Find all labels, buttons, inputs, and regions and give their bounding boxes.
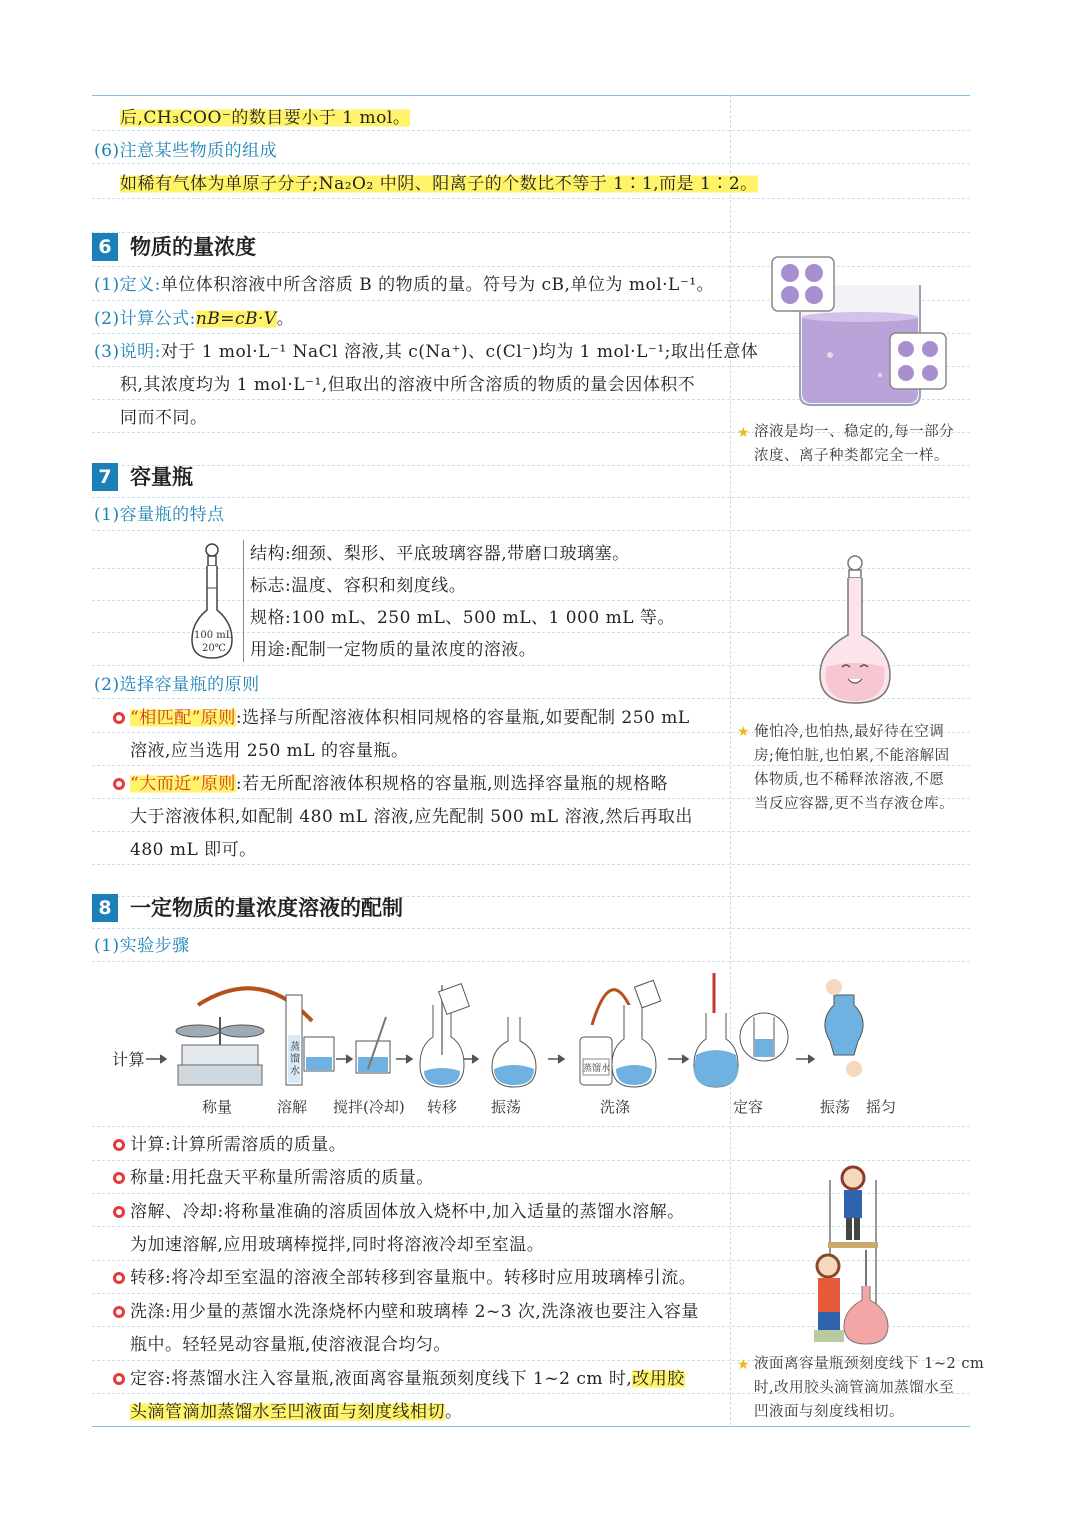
side-note-line: 房;俺怕脏,也怕累,不能溶解固 [754, 748, 950, 764]
step-label-weigh: 称量 [202, 1098, 233, 1116]
item-6-heading: (6)注意某些物质的组成 [94, 141, 278, 161]
bullet-icon [113, 1206, 125, 1218]
water-label-char: 水 [290, 1066, 300, 1077]
ruled-line [92, 163, 970, 164]
section-number-badge: 8 [92, 894, 118, 922]
side-note-line: 溶液是均一、稳定的,每一部分 [754, 424, 955, 440]
step-label-volume: 定容 [733, 1098, 764, 1116]
side-note-line: 凹液面与刻度线相切。 [754, 1404, 904, 1420]
bottom-rule [92, 1426, 970, 1427]
procedure-diagram [90, 965, 910, 1095]
principle-2-line-3: 480 mL 即可。 [130, 840, 257, 860]
feature-usage: 用途:配制一定物质的量浓度的溶液。 [250, 640, 537, 660]
ruled-line [92, 864, 970, 865]
step-dissolve-line-2: 为加速溶解,应用玻璃棒搅拌,同时将溶液冷却至室温。 [130, 1235, 545, 1255]
flask-temperature-label: 20℃ [202, 643, 226, 654]
bracket-line [243, 540, 244, 662]
water-label-char: 馏 [290, 1054, 300, 1065]
bullet-icon [113, 778, 125, 790]
section-number-badge: 7 [92, 463, 118, 491]
step-label-swirl: 振荡 [491, 1098, 522, 1116]
step-wash-line-2: 瓶中。轻轻晃动容量瓶,使溶液混合均匀。 [130, 1335, 451, 1355]
ruled-line [92, 928, 970, 929]
side-note-line: 浓度、离子种类都完全一样。 [754, 448, 949, 464]
section-title: 一定物质的量浓度溶液的配制 [130, 896, 403, 920]
bullet-icon [113, 712, 125, 724]
step-label-shake: 振荡 [820, 1098, 851, 1116]
flask-capacity-label: 100 mL [194, 630, 233, 641]
ruled-line [92, 831, 970, 832]
note-line-2: 积,其浓度均为 1 mol·L⁻¹,但取出的溶液中所含溶质的物质的量会因体积不 [120, 375, 696, 395]
item-label: (1)定义: [94, 275, 161, 295]
section-title: 容量瓶 [130, 465, 193, 489]
ruled-line [92, 530, 970, 531]
item-text: :若无所配溶液体积规格的容量瓶,则选择容量瓶的规格略 [235, 774, 669, 794]
feature-marks: 标志:温度、容积和刻度线。 [250, 576, 467, 596]
step-volume-line-2 [130, 1401, 463, 1423]
cartoon-flask-illustration [810, 555, 900, 710]
ruled-line [92, 130, 970, 131]
principle-2-line-1 [130, 773, 668, 795]
highlighted-text: 头滴管滴加蒸馏水至凹液面与刻度线相切 [130, 1402, 445, 1422]
item-text: 对于 1 mol·L⁻¹ NaCl 溶液,其 c(Na⁺)、c(Cl⁻)均为 1 mol·L⁻¹;取出任意体 [160, 342, 759, 362]
ruled-line [92, 497, 970, 498]
step-wash-line-1: 洗涤:用少量的蒸馏水洗涤烧杯内壁和玻璃棒 2~3 次,洗涤液也要注入容量 [130, 1302, 699, 1322]
principle-label: “相匹配”原则 [130, 708, 236, 728]
item-6-text [120, 173, 758, 195]
feature-specs: 规格:100 mL、250 mL、500 mL、1 000 mL 等。 [250, 608, 675, 628]
step-label-mix: 摇匀 [866, 1098, 897, 1116]
side-note-line: 体物质,也不稀释浓溶液,不愿 [754, 772, 945, 788]
prev-section-line [120, 107, 410, 129]
note-line-1 [94, 341, 758, 363]
step-transfer: 转移:将冷却至室温的溶液全部转移到容量瓶中。转移时应用玻璃棒引流。 [130, 1268, 697, 1288]
item-label: (2)计算公式: [94, 309, 196, 329]
section-number-badge: 6 [92, 233, 118, 261]
beaker-illustration [770, 255, 950, 415]
star-icon: ★ [737, 724, 750, 740]
bullet-icon [113, 1306, 125, 1318]
bullet-icon [113, 1272, 125, 1284]
note-line-3: 同而不同。 [120, 408, 208, 428]
margin-divider [730, 95, 731, 1425]
step-weigh: 称量:用托盘天平称量所需溶质的质量。 [130, 1168, 434, 1188]
highlighted-text: 改用胶 [632, 1369, 685, 1389]
top-rule [92, 95, 970, 96]
kids-flask-illustration [808, 1160, 898, 1350]
punctuation: 。 [276, 309, 295, 329]
formula-line [94, 308, 294, 330]
principle-2-line-2: 大于溶液体积,如配制 480 mL 溶液,应先配制 500 mL 溶液,然后再取出 [130, 807, 693, 827]
ruled-line [92, 1126, 970, 1127]
principle-label: “大而近”原则 [130, 774, 236, 794]
bullet-icon [113, 1373, 125, 1385]
water-label-char: 蒸 [290, 1042, 300, 1053]
features-heading: (1)容量瓶的特点 [94, 505, 225, 525]
punctuation: 。 [445, 1402, 463, 1422]
steps-heading: (1)实验步骤 [94, 936, 190, 956]
highlighted-text: 后,CH₃COO⁻的数目要小于 1 mol。 [120, 108, 411, 128]
item-text: 单位体积溶液中所含溶质 B 的物质的量。符号为 cB,单位为 mol·L⁻¹。 [160, 275, 715, 295]
side-note-line: 液面离容量瓶颈刻度线下 1~2 cm [754, 1356, 985, 1372]
principle-1-line-2: 溶液,应当选用 250 mL 的容量瓶。 [130, 741, 409, 761]
highlighted-text: 如稀有气体为单原子分子;Na₂O₂ 中阴、阳离子的个数比不等于 1∶1,而是 1∶2。 [120, 174, 758, 194]
item-text: :选择与所配溶液体积相同规格的容量瓶,如要配制 250 mL [235, 708, 690, 728]
step-label-transfer: 转移 [427, 1098, 458, 1116]
star-icon: ★ [737, 425, 750, 441]
step-label-stir: 搅拌(冷却) [333, 1098, 405, 1116]
side-note-line: 当反应容器,更不当存液仓库。 [754, 796, 955, 812]
step-label-dissolve: 溶解 [277, 1098, 308, 1116]
item-label: (3)说明: [94, 342, 161, 362]
bullet-icon [113, 1172, 125, 1184]
step-label-wash: 洗涤 [600, 1098, 631, 1116]
step-volume-line-1 [130, 1368, 685, 1390]
ruled-line [92, 961, 970, 962]
side-note-line: 俺怕冷,也怕热,最好待在空调 [754, 724, 945, 740]
item-text: 定容:将蒸馏水注入容量瓶,液面离容量瓶颈刻度线下 1~2 cm 时, [130, 1369, 633, 1389]
bullet-icon [113, 1139, 125, 1151]
feature-structure: 结构:细颈、梨形、平底玻璃容器,带磨口玻璃塞。 [250, 544, 630, 564]
wash-bottle-label: 蒸馏水 [583, 1064, 611, 1074]
section-title: 物质的量浓度 [130, 235, 256, 259]
principle-1-line-1 [130, 707, 690, 729]
formula: nB=cB·V [195, 309, 277, 329]
side-note-line: 时,改用胶头滴管滴加蒸馏水至 [754, 1380, 955, 1396]
step-dissolve-line-1: 溶解、冷却:将称量准确的溶质固体放入烧杯中,加入适量的蒸馏水溶解。 [130, 1202, 685, 1222]
diagram-start-label: 计算 [112, 1050, 146, 1069]
definition-line [94, 274, 714, 296]
star-icon: ★ [737, 1357, 750, 1373]
step-calc: 计算:计算所需溶质的质量。 [130, 1135, 347, 1155]
principles-heading: (2)选择容量瓶的原则 [94, 675, 260, 695]
ruled-line [92, 198, 970, 199]
